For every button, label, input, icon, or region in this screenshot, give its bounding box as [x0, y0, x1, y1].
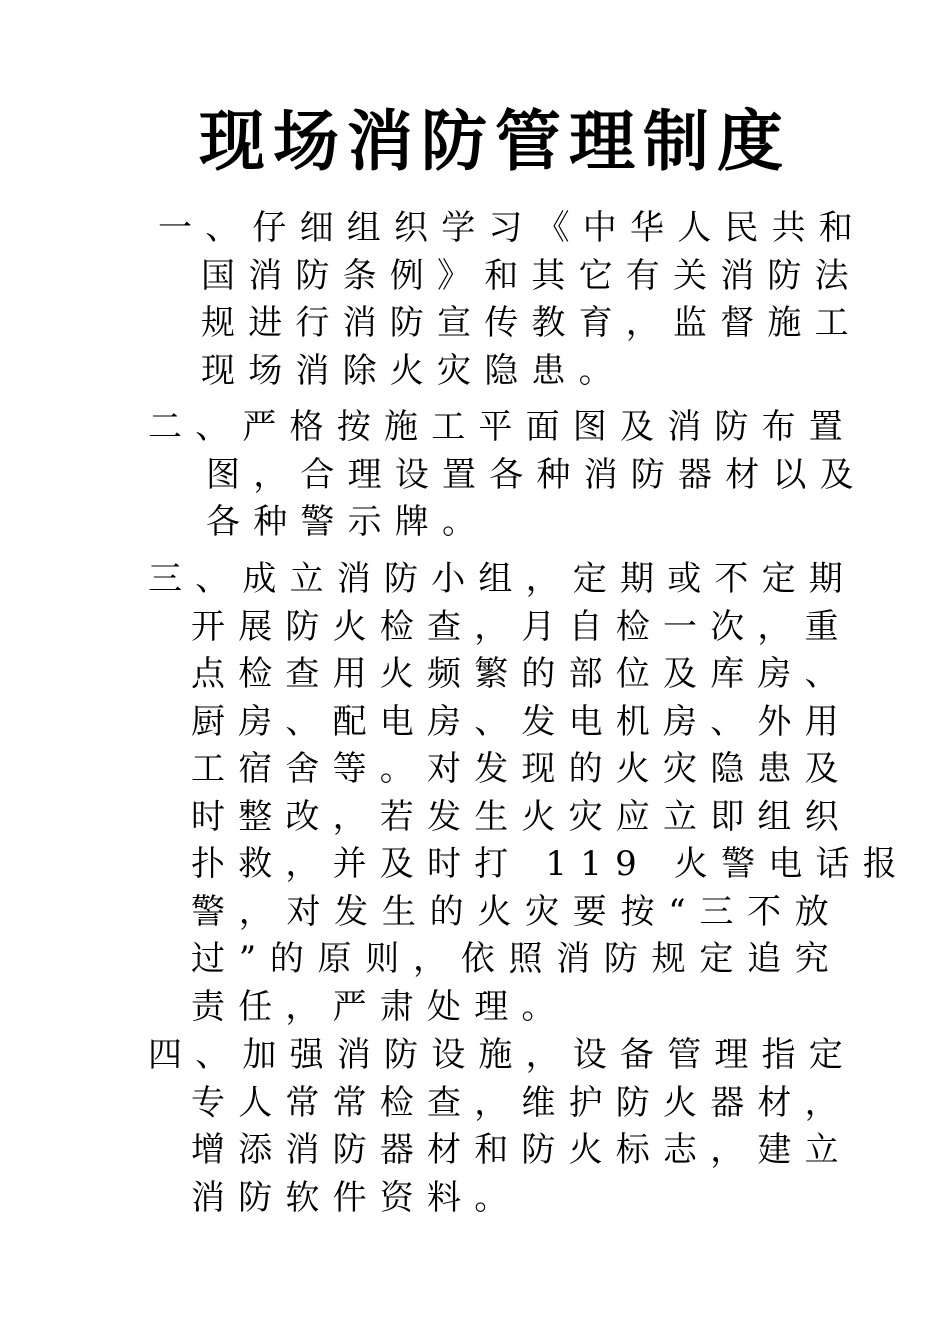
section-3-line-9: 过”的原则，依照消防规定追究 — [191, 939, 842, 979]
section-4-line-1: 四、加强消防设施，设备管理指定 — [148, 1035, 856, 1075]
section-3-line-8: 警，对发生的火灾要按“三不放 — [191, 891, 842, 932]
document-title: 现场消防管理制度 — [199, 103, 791, 180]
section-1-line-1: 一、仔细组织学习《中华人民共和 — [158, 208, 866, 248]
section-3-line-7: 扑救，并及时打 119 火警电话报 — [191, 844, 910, 884]
section-3-line-10: 责任，严肃处理。 — [191, 986, 569, 1027]
section-1 — [158, 205, 866, 395]
section-3-line-5: 工宿舍等。对发现的火灾隐患及 — [191, 749, 852, 789]
section-4-line-3: 增添消防器材和防火标志，建立 — [191, 1130, 852, 1170]
section-3-line-1: 三、成立消防小组，定期或不定期 — [148, 559, 856, 599]
section-1-line-2: 国消防条例》和其它有关消防法 — [201, 255, 862, 296]
section-2-line-2: 图，合理设置各种消防器材以及 — [206, 454, 867, 495]
section-3-line-6: 时整改，若发生火灾应立即组织 — [191, 796, 852, 837]
section-3-line-4: 厨房、配电房、发电机房、外用 — [191, 701, 852, 742]
section-3-line-2: 开展防火检查，月自检一次，重 — [191, 606, 852, 647]
section-4-line-2: 专人常常检查，维护防火器材， — [191, 1082, 852, 1123]
section-4 — [148, 1032, 856, 1222]
section-1-line-3: 规进行消防宣传教育，监督施工 — [201, 303, 862, 343]
section-2 — [148, 404, 867, 547]
section-4-line-4: 消防软件资料。 — [191, 1177, 522, 1218]
section-2-line-3: 各种警示牌。 — [206, 502, 490, 542]
section-1-line-4: 现场消除火灾隐患。 — [201, 350, 626, 391]
section-3-line-3: 点检查用火频繁的部位及库房、 — [191, 654, 852, 694]
section-2-line-1: 二、严格按施工平面图及消防布置 — [148, 407, 856, 447]
section-3 — [148, 556, 910, 1031]
